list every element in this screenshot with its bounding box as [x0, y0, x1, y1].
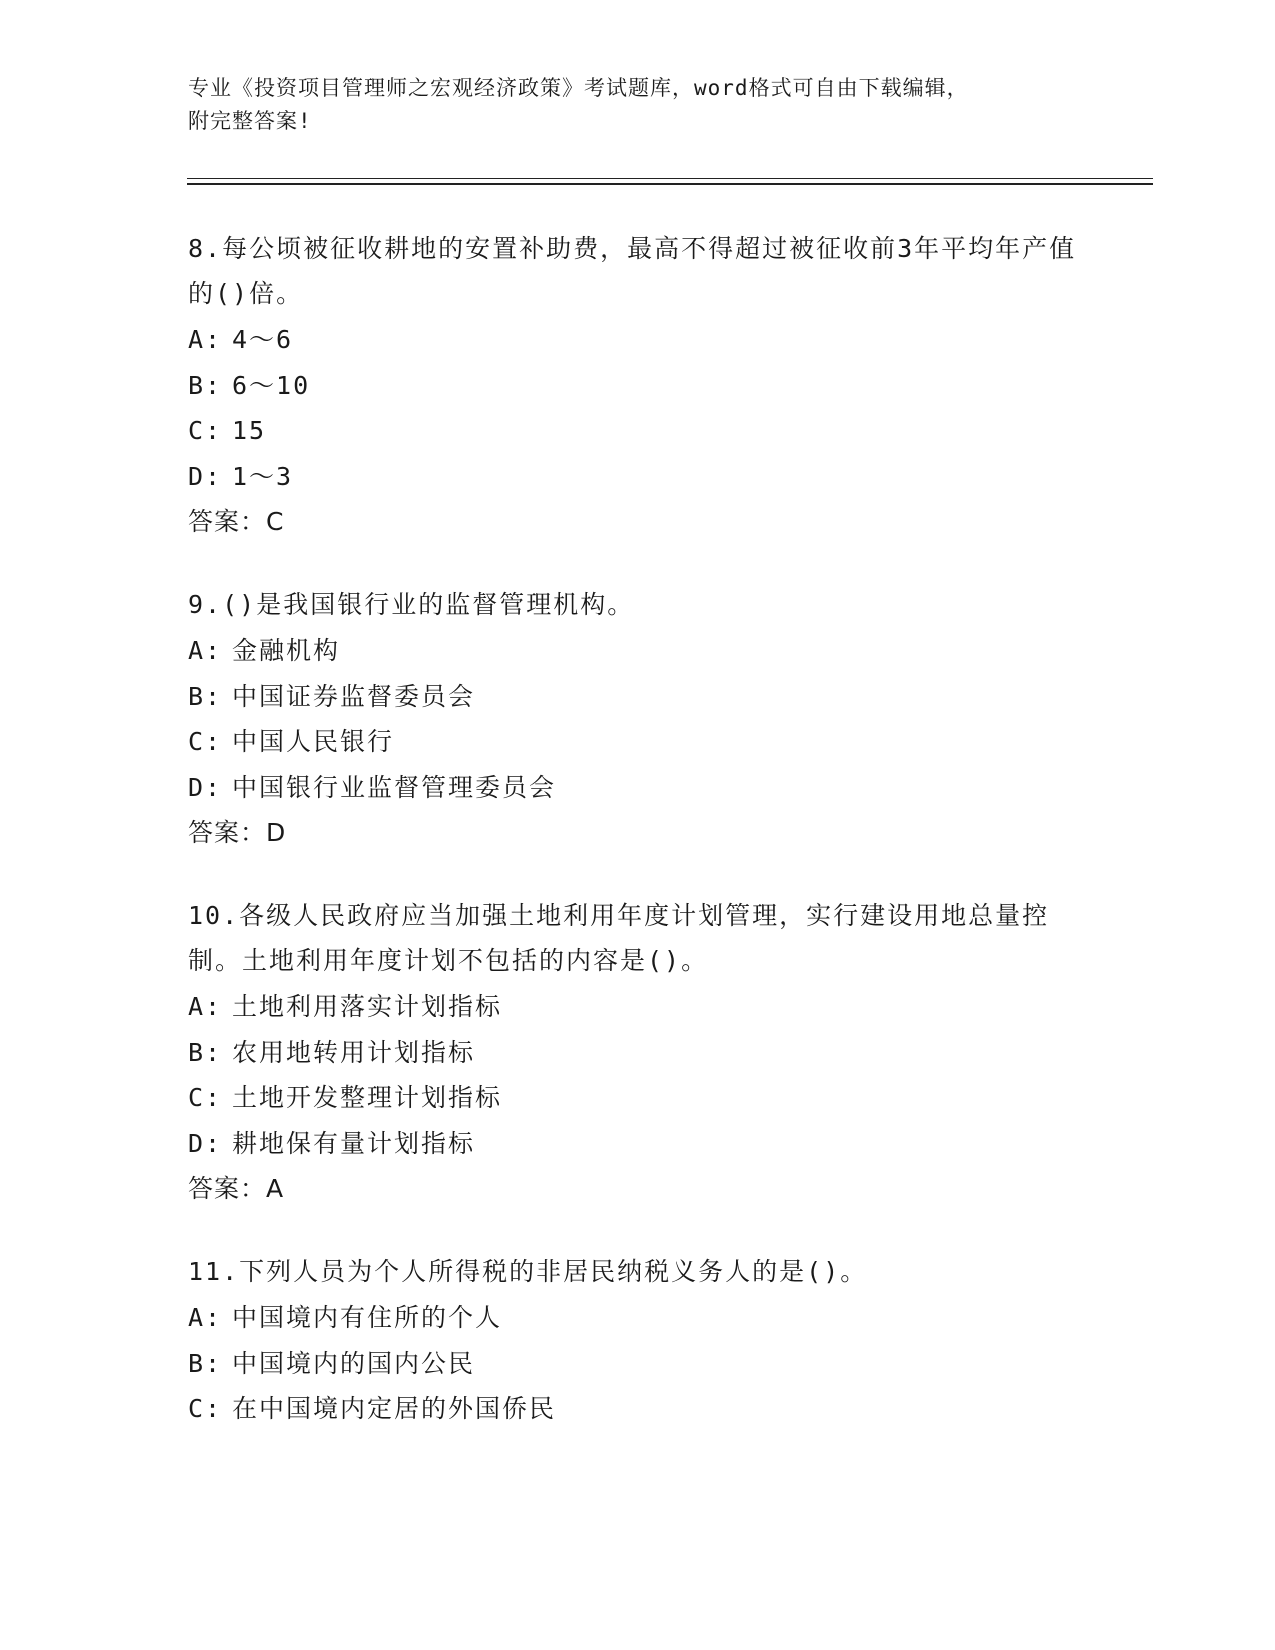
question-9 — [188, 582, 1088, 855]
document-header — [188, 72, 1148, 138]
option-d — [188, 765, 1088, 811]
header-divider-thick — [187, 183, 1153, 185]
option-letter: C: — [188, 1394, 223, 1423]
option-text: 农用地转用计划指标 — [232, 1037, 476, 1067]
option-a — [188, 1295, 1088, 1341]
option-letter: A: — [188, 1303, 223, 1332]
question-11 — [188, 1249, 1088, 1432]
option-d — [188, 1121, 1088, 1167]
option-letter: C: — [188, 1083, 223, 1112]
option-letter: C: — [188, 416, 223, 445]
option-letter: B: — [188, 1037, 223, 1067]
option-text: 中国证券监督委员会 — [232, 681, 476, 711]
question-10 — [188, 893, 1088, 1211]
option-c — [188, 1075, 1088, 1121]
option-letter: D: — [188, 461, 223, 491]
option-letter: B: — [188, 370, 223, 400]
option-text: 15 — [232, 416, 267, 445]
answer-key: 答案：C — [188, 507, 285, 536]
option-b — [188, 674, 1088, 720]
option-text: 1～3 — [232, 461, 294, 491]
header-divider-thin — [187, 178, 1153, 179]
answer-key: 答案：D — [188, 818, 287, 847]
option-letter: A: — [188, 325, 223, 354]
option-text: 耕地保有量计划指标 — [232, 1128, 476, 1158]
option-text: 在中国境内定居的外国侨民 — [232, 1394, 557, 1423]
option-c — [188, 408, 1088, 454]
option-c — [188, 1386, 1088, 1432]
option-letter: D: — [188, 1128, 223, 1158]
question-stem: 11.下列人员为个人所得税的非居民纳税义务人的是()。 — [188, 1257, 868, 1286]
option-letter: D: — [188, 772, 223, 802]
option-c — [188, 719, 1088, 765]
option-text: 中国人民银行 — [232, 727, 395, 756]
option-b — [188, 1341, 1088, 1387]
option-text: 土地利用落实计划指标 — [232, 992, 503, 1021]
option-text: 金融机构 — [232, 636, 341, 665]
answer-key: 答案：A — [188, 1174, 285, 1203]
question-list — [188, 226, 1088, 1470]
question-stem: 8.每公顷被征收耕地的安置补助费，最高不得超过被征收前3年平均年产值的()倍。 — [188, 234, 1077, 308]
option-d — [188, 454, 1088, 500]
option-text: 4～6 — [232, 325, 294, 354]
option-text: 中国境内有住所的个人 — [232, 1303, 503, 1332]
option-letter: C: — [188, 727, 223, 756]
header-intro-line-2: 附完整答案! — [188, 109, 312, 133]
option-a — [188, 984, 1088, 1030]
option-text: 中国银行业监督管理委员会 — [232, 772, 557, 802]
header-intro-line-1: 专业《投资项目管理师之宏观经济政策》考试题库，word格式可自由下载编辑， — [188, 76, 969, 100]
option-b — [188, 363, 1088, 409]
option-letter: A: — [188, 636, 223, 665]
question-stem: 10.各级人民政府应当加强土地利用年度计划管理，实行建设用地总量控制。土地利用年度计划不包括的内容是()。 — [188, 901, 1050, 975]
option-letter: A: — [188, 992, 223, 1021]
option-text: 中国境内的国内公民 — [232, 1348, 476, 1378]
option-letter: B: — [188, 1348, 223, 1378]
option-letter: B: — [188, 681, 223, 711]
option-text: 土地开发整理计划指标 — [232, 1083, 503, 1112]
option-b — [188, 1030, 1088, 1076]
option-text: 6～10 — [232, 370, 311, 400]
option-a — [188, 628, 1088, 674]
option-a — [188, 317, 1088, 363]
question-stem: 9.()是我国银行业的监督管理机构。 — [188, 590, 635, 619]
question-8 — [188, 226, 1088, 544]
